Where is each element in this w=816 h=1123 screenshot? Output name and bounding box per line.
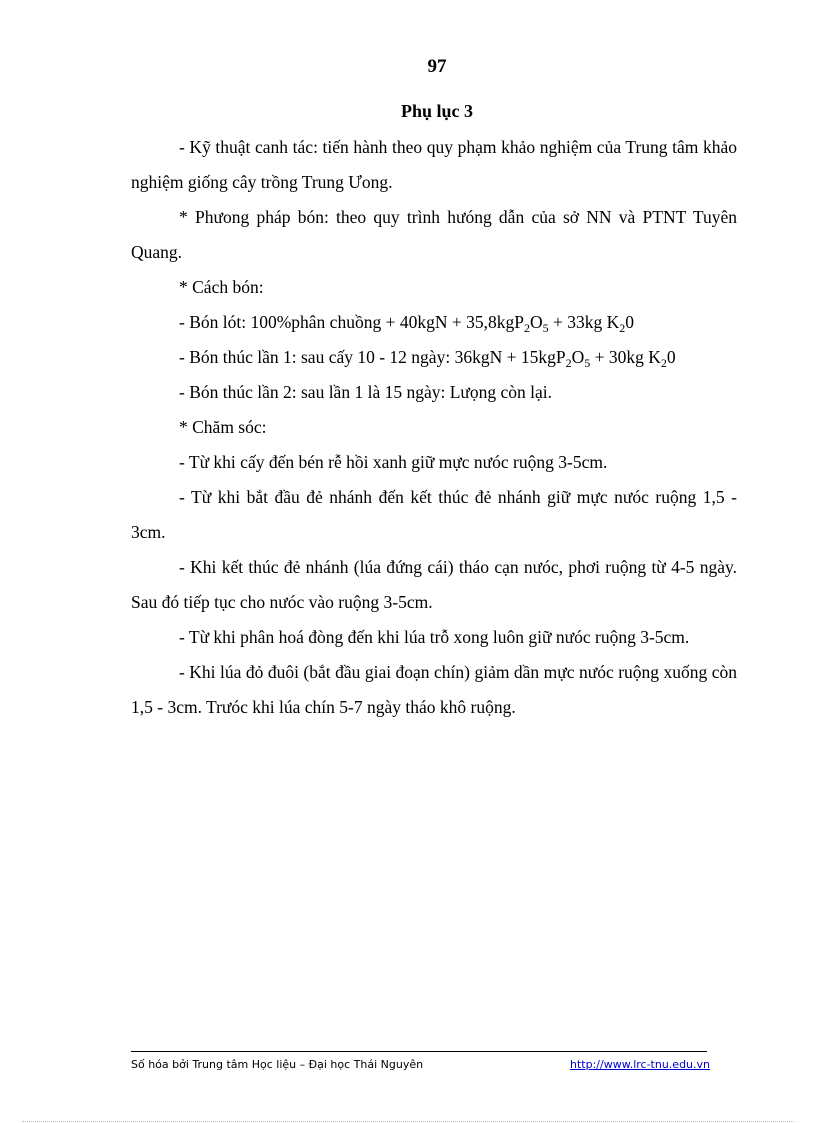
paragraph-care-heading-stage: - Từ khi phân hoá đòng đến khi lúa trỗ xong luôn giữ nưóc ruộng 3-5cm.	[179, 627, 690, 647]
page-number: 97	[427, 56, 447, 77]
paragraph-care-drain: - Khi kết thúc đẻ nhánh (lúa đứng cái) tháo cạn nưóc, phơi ruộng từ 4-5 ngày. Sau đó tiếp tục cho nưóc vào ruộng 3-5cm.	[131, 557, 737, 612]
appendix-heading: Phụ lục 3	[400, 101, 474, 121]
paragraph-technique: - Kỹ thuật canh tác: tiến hành theo quy phạm khảo nghiệm của Trung tâm khảo nghiệm giống cây trồng Trung Ưong.	[131, 137, 737, 192]
document-body	[131, 130, 737, 725]
paragraph-top-dressing-2: - Bón thúc lần 2: sau lần 1 là 15 ngày: Lưọng còn lại.	[179, 382, 553, 402]
footer-credit: Số hóa bởi Trung tâm Học liệu – Đại học Thái Nguyên	[131, 1058, 424, 1071]
page-edge-divider	[22, 1121, 794, 1122]
paragraph-care-transplant: - Từ khi cấy đến bén rễ hồi xanh giữ mực nưóc ruộng 3-5cm.	[179, 452, 608, 472]
paragraph-fertilizing-method: * Phưong pháp bón: theo quy trình hưóng dẫn của sở NN và PTNT Tuyên Quang.	[131, 207, 737, 262]
footer-link[interactable]: http://www.lrc-tnu.edu.vn	[570, 1058, 710, 1071]
paragraph-care-heading: * Chăm sóc:	[179, 417, 267, 437]
footer-divider	[131, 1051, 707, 1052]
paragraph-care-ripening: - Khi lúa đỏ đuôi (bắt đầu giai đoạn chín) giảm dần mực nưóc ruộng xuống còn 1,5 - 3cm. Trưóc khi lúa chín 5-7 ngày tháo khô ruộng.	[131, 662, 737, 717]
paragraph-care-tillering: - Từ khi bắt đầu đẻ nhánh đến kết thúc đẻ nhánh giữ mực nưóc ruộng 1,5 - 3cm.	[131, 487, 737, 542]
paragraph-top-dressing-1: - Bón thúc lần 1: sau cấy 10 - 12 ngày: $36kgN + 15kgP_2O_5 + 30kg$ $K_20$	[179, 347, 676, 370]
paragraph-basal-dressing: - Bón lót: 100%phân chuồng + $40kgN + 35,8kgP_2O_5 + 33kg$ $K_20$	[179, 312, 634, 335]
paragraph-application-heading: * Cách bón:	[179, 277, 264, 297]
